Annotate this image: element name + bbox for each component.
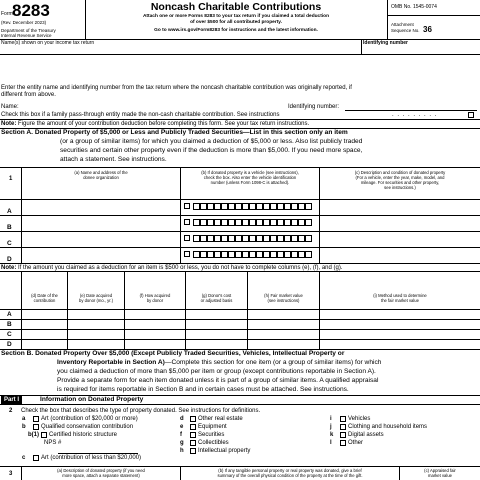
form-subtitle-3: Go to www.irs.gov/Form8283 for instructions and the latest information. <box>154 28 318 33</box>
section-a-title: Section A. <box>1 129 33 136</box>
vin-cell-c[interactable] <box>270 235 277 242</box>
vin-cell-b[interactable] <box>298 219 305 226</box>
section-b-line-1: Donated Property Over $5,000 (Except Publicly Traded Securities, Vehicles, Intellectual Property or <box>35 350 345 357</box>
vin-cell-a[interactable] <box>242 203 249 210</box>
property-type-key-d: d <box>180 416 184 422</box>
identifying-number-label: Identifying number <box>363 40 408 46</box>
name-field[interactable] <box>0 46 360 54</box>
vin-cell-b[interactable] <box>256 219 263 226</box>
note-2-text: If the amount you claimed as a deduction for an item is $500 or less, you do not have to complete columns (e), (f), and (g). <box>18 265 343 271</box>
vin-cell-c[interactable] <box>305 235 312 242</box>
section-a-line-4: attach a statement. See instructions. <box>60 156 167 163</box>
line-3-number: 3 <box>9 471 13 477</box>
entity-name-field[interactable] <box>20 103 275 110</box>
sequence-label: Sequence No. <box>391 28 420 33</box>
col-c-header-1: (c) Description and condition of donated property <box>354 170 446 175</box>
vin-cell-d[interactable] <box>263 251 270 258</box>
vin-cell-a[interactable] <box>284 203 291 210</box>
form-title: Noncash Charitable Contributions <box>150 1 322 13</box>
row-a-label: A <box>7 208 12 215</box>
vin-cell-c[interactable] <box>200 235 207 242</box>
vin-cell-b[interactable] <box>277 219 284 226</box>
property-type-label-b: Qualified conservation contribution <box>41 424 134 430</box>
vin-cell-b[interactable] <box>228 219 235 226</box>
col-c-header-4: see instructions.) <box>384 185 416 190</box>
entity-id-label: Identifying number: <box>288 104 340 110</box>
property-type-checkbox-b1[interactable] <box>41 432 47 438</box>
vin-cell-d[interactable] <box>228 251 235 258</box>
property-type-checkbox-i[interactable] <box>340 416 346 422</box>
col-h-header-1: (h) Fair market value <box>264 293 303 298</box>
property-type-checkbox-d[interactable] <box>190 416 196 422</box>
vin-cell-b[interactable] <box>291 219 298 226</box>
property-type-key-h: h <box>180 448 184 454</box>
vin-cell-b[interactable] <box>214 219 221 226</box>
vin-cell-a[interactable] <box>200 203 207 210</box>
vehicle-checkbox-a[interactable] <box>184 203 190 209</box>
section-a-line-1: Donated Property of $5,000 or Less and Publicly Traded Securities—List in this section only an item <box>34 129 348 136</box>
vin-cell-c[interactable] <box>298 235 305 242</box>
vin-cell-a[interactable] <box>207 203 214 210</box>
vin-cell-b[interactable] <box>263 219 270 226</box>
vin-cell-d[interactable] <box>235 251 242 258</box>
section-b-line-2: Inventory Reportable in Section A) <box>57 359 165 366</box>
vin-cell-a[interactable] <box>277 203 284 210</box>
entity-name-label: Name: <box>1 104 19 110</box>
property-type-key-g: g <box>180 440 184 446</box>
vin-cell-d[interactable] <box>291 251 298 258</box>
vin-cell-c[interactable] <box>193 235 200 242</box>
family-pass-through-label: Check this box if a family pass-through entity made the non-cash charitable contribution. See instructions <box>1 112 280 118</box>
property-type-label-b1: Certified historic structure <box>49 432 118 438</box>
vin-cell-a[interactable] <box>263 203 270 210</box>
vin-cell-c[interactable] <box>256 235 263 242</box>
vin-cell-a[interactable] <box>249 203 256 210</box>
col-a-header-2: donee organization <box>83 175 119 180</box>
vin-cell-d[interactable] <box>207 251 214 258</box>
line-3-col-b-1: (b) If any tangible personal property or real property was donated, give a brief <box>218 468 362 473</box>
omb-number: OMB No. 1545-0074 <box>391 4 437 10</box>
col-d-header-2: contribution <box>33 298 56 303</box>
row-c-label: C <box>7 240 12 247</box>
line-3-col-c-2: market value <box>428 473 452 478</box>
property-type-checkbox-j[interactable] <box>340 424 346 430</box>
form-subtitle-2: of over $500 for all contributed property. <box>190 20 282 25</box>
line-3-col-b-2: summary of the overall physical condition of the property at the time of the gift. <box>217 473 363 478</box>
form-subtitle-1: Attach one or more Forms 8283 to your tax return if you claimed a total deduction <box>142 14 330 19</box>
vin-cell-b[interactable] <box>305 219 312 226</box>
property-type-label-j: Clothing and household items <box>348 424 428 430</box>
row-d-label: D <box>7 256 12 263</box>
nps-number-field[interactable] <box>58 448 138 454</box>
vin-cell-b[interactable] <box>207 219 214 226</box>
property-type-checkbox-g[interactable] <box>190 440 196 446</box>
vin-cell-a[interactable] <box>270 203 277 210</box>
vin-cell-d[interactable] <box>284 251 291 258</box>
section-b-line-3: you claimed a deduction of more than $5,000 per item or group (except contributions reportable in Section A). <box>57 368 376 375</box>
vin-cell-b[interactable] <box>221 219 228 226</box>
col-b-header-2: check the box. Also enter the vehicle identification <box>203 175 297 180</box>
property-type-checkbox-b[interactable] <box>33 424 39 430</box>
col-h-header-2: (see instructions) <box>267 298 300 303</box>
property-type-key-b: b <box>22 424 26 430</box>
vin-cell-b[interactable] <box>249 219 256 226</box>
vin-cell-d[interactable] <box>305 251 312 258</box>
line-3-col-c-1: (c) Appraised fair <box>424 468 456 473</box>
note-1-text: Figure the amount of your contribution deduction before completing this form. See your tax return instructions. <box>18 121 310 127</box>
line-3-col-a-1: (a) Description of donated property (if you need <box>57 468 145 473</box>
vehicle-checkbox-c[interactable] <box>184 235 190 241</box>
col-c-header-2: (For a vehicle, enter the year, make, model, and <box>355 175 445 180</box>
row-a-label-2: A <box>7 311 12 318</box>
property-type-key-k: k <box>330 432 334 438</box>
col-f-header-2: by donor <box>146 298 164 303</box>
property-type-key-e: e <box>180 424 184 430</box>
property-type-label-c: Art (contribution of less than $20,000) <box>41 455 142 461</box>
property-type-label-h: Intellectual property <box>198 448 251 454</box>
vin-cell-d[interactable] <box>193 251 200 258</box>
property-type-checkbox-k[interactable] <box>340 432 346 438</box>
property-type-label-a: Art (contribution of $20,000 or more) <box>41 416 138 422</box>
property-type-label-f: Securities <box>198 432 225 438</box>
vin-cell-a[interactable] <box>298 203 305 210</box>
col-g-header-1: (g) Donor's cost <box>201 293 232 298</box>
vin-cell-c[interactable] <box>207 235 214 242</box>
line-2-number: 2 <box>9 408 13 414</box>
row-d-label-2: D <box>7 341 12 348</box>
vin-cell-a[interactable] <box>228 203 235 210</box>
vehicle-checkbox-d[interactable] <box>184 251 190 257</box>
col-b-header-3: number (unless Form 1098-C is attached). <box>210 180 290 185</box>
col-g-header-2: or adjusted basis <box>200 298 233 303</box>
property-type-label-k: Digital assets <box>348 432 384 438</box>
vin-cell-b[interactable] <box>284 219 291 226</box>
property-type-key-l: l <box>330 440 332 446</box>
property-type-key-j: j <box>330 424 332 430</box>
property-type-label-nps: NPS # <box>44 440 62 446</box>
col-i-header-1: (i) Method used to determine <box>373 293 427 298</box>
col-e-header-1: (e) Date acquired <box>79 293 113 298</box>
vin-cell-c[interactable] <box>263 235 270 242</box>
section-b-line-2b: —Complete this section for one item (or a group of similar items) for which <box>164 359 382 366</box>
vin-cell-c[interactable] <box>277 235 284 242</box>
vin-cell-c[interactable] <box>284 235 291 242</box>
vin-cell-c[interactable] <box>228 235 235 242</box>
vin-cell-c[interactable] <box>221 235 228 242</box>
section-b-line-4: Provide a separate form for each item donated unless it is part of a group of similar items. A qualified appraisal <box>57 377 379 384</box>
col-e-header-2: by donor (mo., yr.) <box>79 298 113 303</box>
vin-cell-b[interactable] <box>242 219 249 226</box>
property-type-checkbox-l[interactable] <box>340 440 346 446</box>
vin-cell-d[interactable] <box>214 251 221 258</box>
col-i-header-2: the fair market value <box>381 298 419 303</box>
entity-instruction-2: different from above. <box>1 92 56 98</box>
property-type-checkbox-h[interactable] <box>190 448 196 454</box>
vin-cell-c[interactable] <box>214 235 221 242</box>
row-b-label-2: B <box>7 321 12 328</box>
line-2-text: Check the box that describes the type of property donated. See instructions for definitions. <box>21 408 261 414</box>
property-type-label-e: Equipment <box>198 424 227 430</box>
property-type-checkbox-f[interactable] <box>190 432 196 438</box>
vin-cell-c[interactable] <box>242 235 249 242</box>
vin-cell-a[interactable] <box>291 203 298 210</box>
vin-cell-d[interactable] <box>242 251 249 258</box>
vin-cell-d[interactable] <box>256 251 263 258</box>
col-c-header-3: mileage. For securities and other property, <box>360 180 440 185</box>
property-type-checkbox-e[interactable] <box>190 424 196 430</box>
vin-cell-a[interactable] <box>221 203 228 210</box>
vehicle-checkbox-b[interactable] <box>184 219 190 225</box>
vin-cell-d[interactable] <box>270 251 277 258</box>
vin-cell-b[interactable] <box>193 219 200 226</box>
property-type-key-f: f <box>180 432 182 438</box>
vin-cell-d[interactable] <box>298 251 305 258</box>
leader-dots: . . . . . . . . . <box>392 112 438 118</box>
section-a-line-2: (or a group of similar items) for which you claimed a deduction of $5,000 or less. Also list publicly traded <box>60 138 363 145</box>
form-label: Form <box>1 11 13 17</box>
property-type-label-l: Other <box>348 440 364 446</box>
section-b-title: Section B. <box>1 350 34 357</box>
section-b-line-5: is required for items reportable in Section B and in certain cases must be attached. See instructions. <box>57 386 349 393</box>
property-type-key-c: c <box>22 455 26 461</box>
dept-line-1: Department of the Treasury <box>1 28 56 33</box>
identifying-number-field[interactable] <box>362 46 479 54</box>
row-c-label-2: C <box>7 331 12 338</box>
note-1-bold: Note: <box>1 121 17 127</box>
vin-cell-b[interactable] <box>235 219 242 226</box>
form-number: 8283 <box>12 1 50 20</box>
part-1-title: Information on Donated Property <box>40 396 144 403</box>
vin-cell-d[interactable] <box>200 251 207 258</box>
part-1-badge: Part I <box>1 396 22 404</box>
entity-id-field[interactable] <box>345 103 477 111</box>
property-type-checkbox-a[interactable] <box>33 416 39 422</box>
name-label: Name(s) shown on your income tax return <box>1 40 95 46</box>
property-type-label-i: Vehicles <box>348 416 371 422</box>
col-a-header-1: (a) Name and address of the <box>74 170 128 175</box>
line-3-col-a-2: more space, attach a separate statement) <box>62 473 140 478</box>
vin-cell-b[interactable] <box>200 219 207 226</box>
vin-cell-a[interactable] <box>193 203 200 210</box>
vin-cell-c[interactable] <box>291 235 298 242</box>
property-type-label-d: Other real estate <box>198 416 243 422</box>
attachment-label: Attachment <box>391 22 414 27</box>
revision-date: (Rev. December 2023) <box>1 20 47 25</box>
vin-cell-c[interactable] <box>249 235 256 242</box>
vin-cell-d[interactable] <box>221 251 228 258</box>
property-type-key-i: i <box>330 416 332 422</box>
vin-cell-a[interactable] <box>214 203 221 210</box>
note-2-bold: Note: <box>1 265 17 271</box>
property-type-key-a: a <box>22 416 26 422</box>
family-pass-through-checkbox[interactable] <box>468 112 474 118</box>
sequence-number: 36 <box>423 25 432 34</box>
dept-line-2: Internal Revenue Service <box>1 33 52 38</box>
col-f-header-1: (f) How acquired <box>139 293 171 298</box>
col-d-header-1: (d) Date of the <box>31 293 58 298</box>
vin-cell-d[interactable] <box>277 251 284 258</box>
property-type-checkbox-c[interactable] <box>33 455 39 461</box>
vin-cell-a[interactable] <box>305 203 312 210</box>
col-b-header-1: (b) If donated property is a vehicle (see instructions), <box>201 170 299 175</box>
vin-cell-d[interactable] <box>249 251 256 258</box>
section-a-line-3: securities and certain other property even if the deduction is more than $5,000. If you need more space, <box>60 147 363 154</box>
property-type-key-b1: b(1) <box>28 432 39 438</box>
row-b-label: B <box>7 224 12 231</box>
vin-cell-a[interactable] <box>256 203 263 210</box>
property-type-label-g: Collectibles <box>198 440 229 446</box>
line-1-number: 1 <box>9 176 13 182</box>
vin-cell-c[interactable] <box>235 235 242 242</box>
vin-cell-b[interactable] <box>270 219 277 226</box>
vin-cell-a[interactable] <box>235 203 242 210</box>
entity-instruction-1: Enter the entity name and identifying number from the tax return where the noncash charitable contribution was originally reported, if <box>1 85 352 91</box>
